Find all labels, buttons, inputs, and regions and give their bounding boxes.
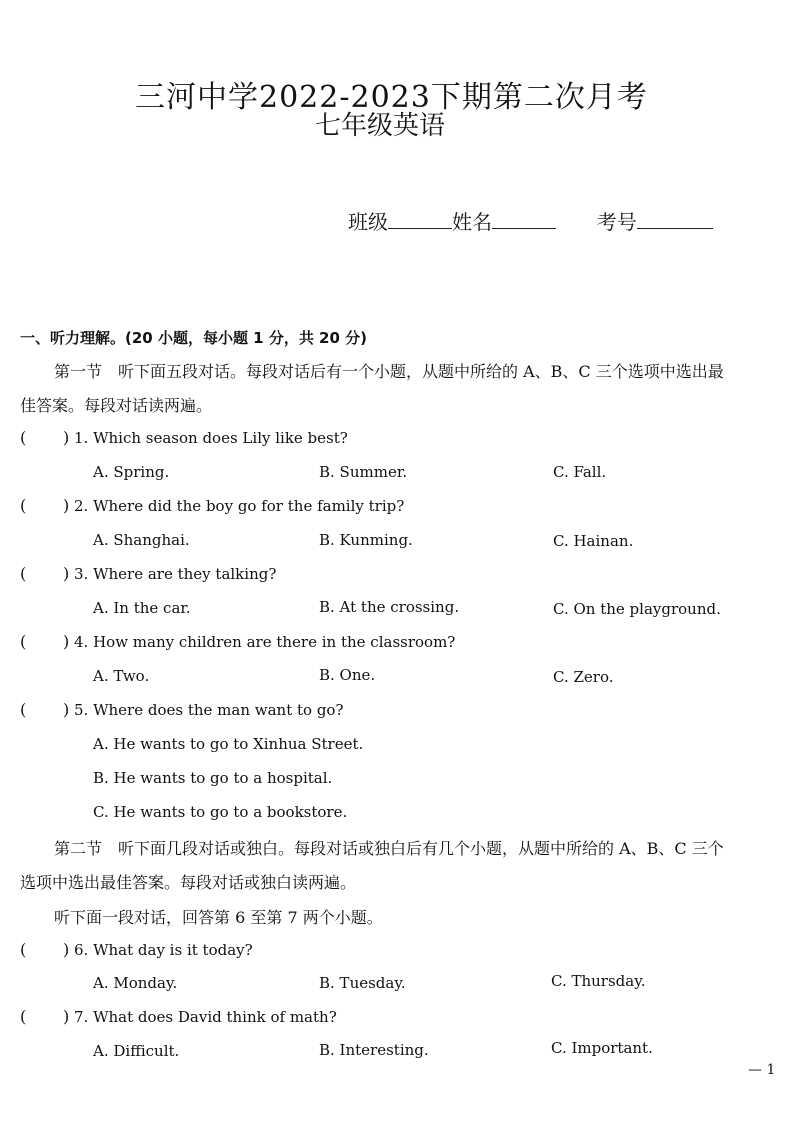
- page-number: — 1: [748, 1062, 776, 1078]
- exam-subtitle: 七年级英语: [315, 111, 446, 141]
- option-c: C. Thursday.: [551, 972, 646, 990]
- sec1-instructions-line1: 第一节 听下面五段对话。每段对话后有一个小题，从题中所给的 A、B、C 三个选项中选出最: [54, 362, 724, 381]
- id-blank[interactable]: [637, 210, 713, 229]
- answer-paren-close: ): [63, 632, 70, 651]
- sec2-instructions-line1: 第二节 听下面几段对话或独白。每段对话或独白后有几个小题，从题中所给的 A、B、C 三个: [54, 839, 724, 858]
- option-c: C. He wants to go to a bookstore.: [93, 803, 348, 821]
- option-a: A. Spring.: [93, 463, 170, 481]
- answer-paren-close: ): [63, 564, 70, 583]
- question-stem: 1. Which season does Lily like best?: [74, 429, 348, 447]
- sec1-instructions-line2: 佳答案。每段对话读两遍。: [20, 396, 213, 415]
- answer-paren-open: (: [20, 1007, 27, 1026]
- option-b: B. At the crossing.: [319, 598, 460, 616]
- question-stem: 5. Where does the man want to go?: [74, 701, 344, 719]
- option-b: B. He wants to go to a hospital.: [93, 769, 333, 787]
- option-b: B. Tuesday.: [319, 974, 406, 992]
- option-a: A. Monday.: [93, 974, 178, 992]
- class-label: 班级: [348, 210, 388, 234]
- exam-title: 三河中学2022-2023下期第二次月考: [135, 80, 648, 115]
- option-c: C. Important.: [551, 1039, 653, 1057]
- option-c: C. Hainan.: [553, 532, 634, 550]
- option-b: B. Interesting.: [319, 1041, 429, 1059]
- option-a: A. Difficult.: [93, 1042, 180, 1060]
- option-a: A. Two.: [93, 667, 150, 685]
- dialog-intro: 听下面一段对话，回答第 6 至第 7 两个小题。: [54, 908, 383, 927]
- sec2-instructions-line2: 选项中选出最佳答案。每段对话或独白读两遍。: [20, 873, 357, 892]
- option-a: A. He wants to go to Xinhua Street.: [93, 735, 364, 753]
- question-stem: 7. What does David think of math?: [74, 1008, 337, 1026]
- option-c: C. Fall.: [553, 463, 607, 481]
- option-a: A. In the car.: [93, 599, 191, 617]
- option-b: B. One.: [319, 666, 376, 684]
- answer-paren-close: ): [63, 428, 70, 447]
- question-stem: 6. What day is it today?: [74, 941, 253, 959]
- answer-paren-close: ): [63, 496, 70, 515]
- option-a: A. Shanghai.: [93, 531, 190, 549]
- option-c: C. On the playground.: [553, 600, 721, 618]
- student-info-row: [348, 206, 713, 235]
- id-label: 考号: [596, 210, 637, 234]
- option-b: B. Summer.: [319, 463, 408, 481]
- question-stem: 2. Where did the boy go for the family trip?: [74, 497, 405, 515]
- answer-paren-open: (: [20, 940, 27, 959]
- name-label: 姓名: [452, 210, 492, 234]
- question-stem: 3. Where are they talking?: [74, 565, 277, 583]
- answer-paren-open: (: [20, 428, 27, 447]
- answer-paren-close: ): [63, 1007, 70, 1026]
- answer-paren-open: (: [20, 700, 27, 719]
- section-heading: 一、听力理解。(20 小题，每小题 1 分，共 20 分): [20, 329, 368, 347]
- answer-paren-open: (: [20, 496, 27, 515]
- answer-paren-close: ): [63, 940, 70, 959]
- answer-paren-open: (: [20, 632, 27, 651]
- name-blank[interactable]: [492, 210, 556, 229]
- answer-paren-open: (: [20, 564, 27, 583]
- option-b: B. Kunming.: [319, 531, 413, 549]
- option-c: C. Zero.: [553, 668, 614, 686]
- question-stem: 4. How many children are there in the classroom?: [74, 633, 456, 651]
- class-blank[interactable]: [388, 210, 452, 229]
- answer-paren-close: ): [63, 700, 70, 719]
